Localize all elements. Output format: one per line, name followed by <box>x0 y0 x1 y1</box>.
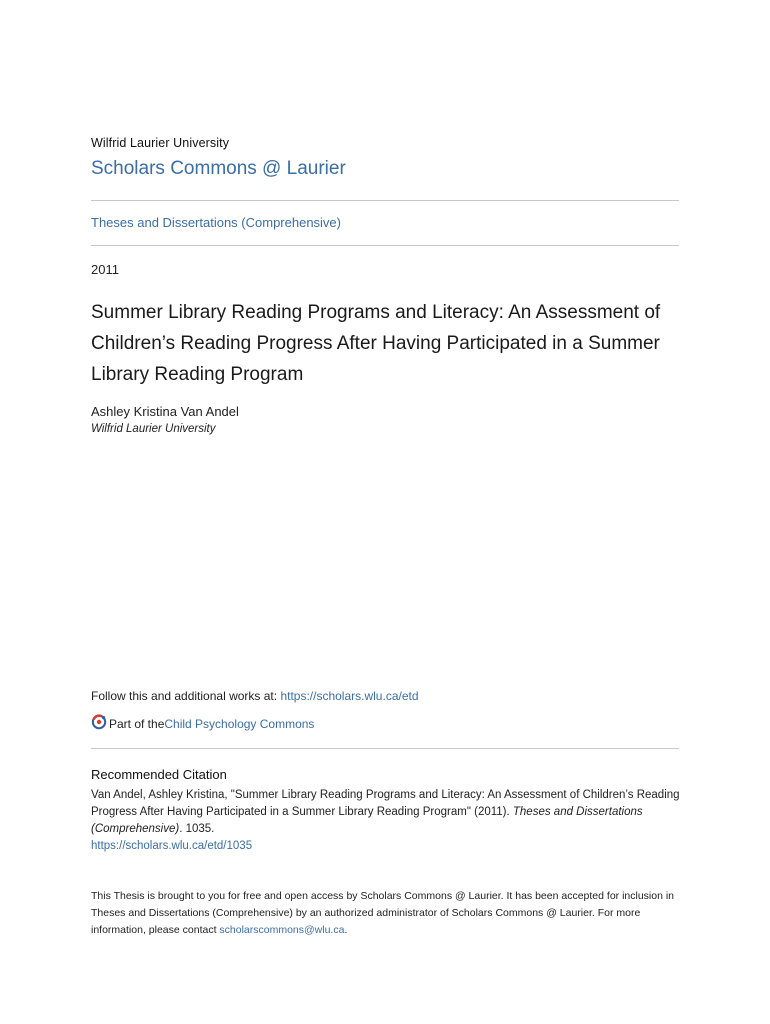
notice-text: This Thesis is brought to you for free and open access by Scholars Commons @ Laurier. It has been accepted for inclusion in Theses and Dissertations (Comprehensive) by an authorized administrator of Scholars Commons @ Laurier. For more information, please contact <box>91 890 675 936</box>
author-affiliation: Wilfrid Laurier University <box>91 423 216 435</box>
citation-text <box>91 787 681 855</box>
citation-number: . 1035. <box>179 823 215 835</box>
divider-series <box>91 245 679 246</box>
citation-body: Van Andel, Ashley Kristina, "Summer Library Reading Programs and Literacy: An Assessment of Children’s Reading Progress After Having Participated in a Summer Library Reading Program" (2011). <box>91 789 680 818</box>
citation-url[interactable]: https://scholars.wlu.ca/etd/1035 <box>91 840 253 852</box>
citation-series: Theses and Dissertations (Comprehensive) <box>91 806 643 835</box>
network-icon <box>91 714 109 733</box>
repository-link[interactable]: Scholars Commons @ Laurier <box>91 158 346 179</box>
institution-name: Wilfrid Laurier University <box>91 136 230 150</box>
document-title: Summer Library Reading Programs and Literacy: An Assessment of Children’s Reading Progress After Having Participated in a Summer Library Reading Program <box>91 302 661 385</box>
follow-line <box>91 689 419 703</box>
follow-prefix: Follow this and additional works at: <box>91 689 281 703</box>
part-of-prefix: Part of the <box>109 716 165 731</box>
author-name: Ashley Kristina Van Andel <box>91 404 239 419</box>
divider-citation <box>91 748 679 749</box>
divider-top <box>91 200 679 201</box>
follow-link[interactable]: https://scholars.wlu.ca/etd <box>280 689 419 703</box>
part-of-line <box>91 714 314 733</box>
commons-link[interactable]: Child Psychology Commons <box>164 716 315 731</box>
access-notice <box>91 888 681 939</box>
series-link[interactable]: Theses and Dissertations (Comprehensive) <box>91 215 341 230</box>
citation-heading: Recommended Citation <box>91 767 227 782</box>
notice-end: . <box>344 924 348 936</box>
publication-year: 2011 <box>91 262 119 277</box>
contact-email-link[interactable]: scholarscommons@wlu.ca <box>219 924 345 936</box>
